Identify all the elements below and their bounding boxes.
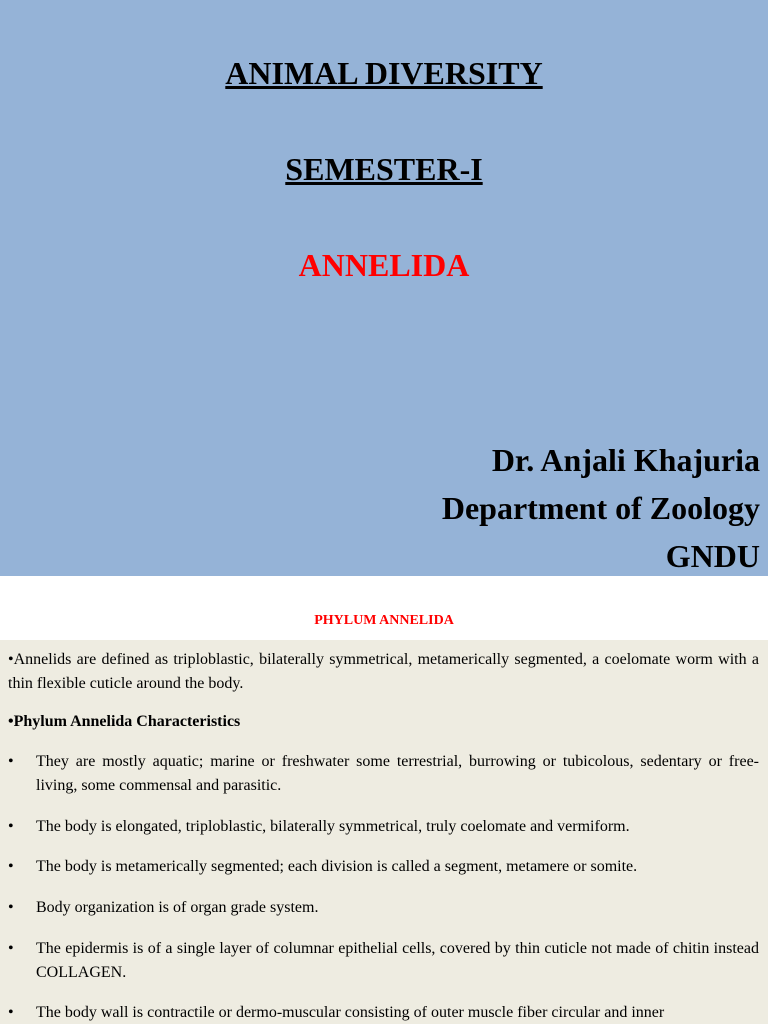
bullet-icon: • [8,940,14,957]
bullet-icon: • [8,753,14,770]
author-department: Department of Zoology [441,490,760,526]
list-item [8,937,759,985]
bullet-icon: • [8,858,14,875]
list-item [8,1001,759,1025]
slide-heading: PHYLUM ANNELIDA [314,613,454,628]
characteristics-heading: •Phylum Annelida Characteristics [8,713,241,730]
content-slide [0,576,768,1024]
semester-label: SEMESTER-I [285,151,483,187]
slide-body [0,640,768,1024]
list-item-text: They are mostly aquatic; marine or freshwater some terrestrial, burrowing or tubicolous, sedentary or free-living, some commensal and parasitic. [36,753,759,794]
bullet-icon: • [8,818,14,835]
bullet-icon: • [8,1004,14,1021]
intro-paragraph: •Annelids are defined as triploblastic, bilaterally symmetrical, metamerically segmented, a coelomate worm with a thin flexible cuticle around the body. [8,651,759,692]
list-item-text: The body is metamerically segmented; each division is called a segment, metamere or somite. [36,858,638,875]
author-block [442,436,760,580]
list-item [8,750,759,798]
author-name: Dr. Anjali Khajuria [491,442,760,478]
bullet-icon: • [8,899,14,916]
author-institution: GNDU [665,538,760,574]
list-item [8,815,759,839]
list-item-text: The epidermis is of a single layer of columnar epithelial cells, covered by thin cuticle not made of chitin instead COLLAGEN. [36,940,759,981]
list-item [8,896,759,920]
topic-title: ANNELIDA [298,247,470,283]
list-item-text: Body organization is of organ grade system. [36,899,319,916]
course-title: ANIMAL DIVERSITY [225,55,543,91]
list-item [8,855,759,879]
list-item-text: The body wall is contractile or dermo-muscular consisting of outer muscle fiber circular and inner [36,1004,665,1021]
list-item-text: The body is elongated, triploblastic, bilaterally symmetrical, truly coelomate and vermiform. [36,818,630,835]
